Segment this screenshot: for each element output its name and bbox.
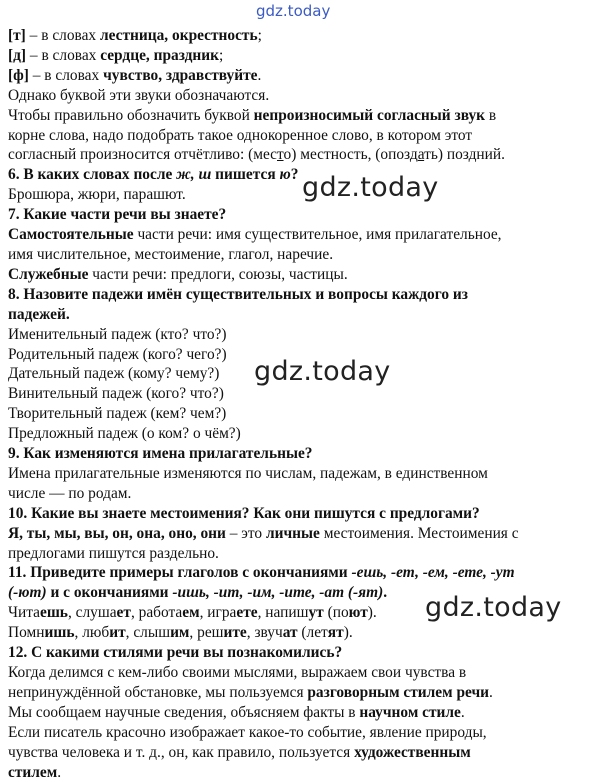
text-run: – в словах	[25, 27, 100, 44]
text-run: имя числительное, местоимение, глагол, наречие.	[8, 245, 334, 263]
text-run: , слуша	[67, 604, 117, 622]
text-run: Однако буквой эти звуки обозначаются.	[8, 86, 270, 104]
text-run: а	[417, 146, 425, 164]
text-run: ут	[308, 604, 324, 622]
text-run: и с окончаниями	[46, 584, 173, 602]
text-run: т	[277, 146, 284, 164]
text-run: ет	[116, 604, 131, 622]
text-run: ит	[109, 624, 126, 642]
text-line	[8, 484, 592, 504]
text-line	[8, 126, 592, 146]
text-run: .	[489, 683, 493, 701]
text-line	[8, 743, 592, 763]
text-line	[8, 305, 592, 325]
watermark: gdz.today	[302, 172, 439, 203]
text-line	[8, 165, 592, 185]
text-run: корне слова, надо подобрать такое однокоренное слово, в котором этот	[8, 126, 473, 144]
text-line	[8, 444, 592, 464]
text-run: чувство, здравствуйте	[103, 66, 258, 84]
watermark: gdz.today	[254, 356, 391, 387]
text-run: личные	[265, 524, 320, 542]
text-run: ют	[348, 604, 368, 622]
text-run: ем	[182, 604, 200, 622]
text-line	[8, 703, 592, 723]
text-run: Имена прилагательные изменяются по числам, падежам, в единственном	[8, 464, 488, 482]
watermark-top: gdz.today	[256, 2, 331, 20]
text-run: Дательный падеж (кому? чему?)	[8, 365, 220, 383]
text-run: Служебные	[8, 265, 89, 283]
text-run: Я, ты, мы, вы, он, она, оно, они	[8, 524, 226, 542]
text-run: , слыш	[125, 624, 171, 642]
text-line	[8, 524, 592, 544]
text-line	[8, 86, 592, 106]
text-run: ть) поздний.	[424, 146, 505, 164]
text-run: .	[257, 66, 262, 84]
text-run: , реш	[189, 624, 224, 642]
text-run: – в словах	[26, 46, 101, 64]
text-run: , игра	[199, 604, 237, 622]
text-run: [д]	[8, 46, 27, 64]
document-body	[8, 0, 592, 782]
text-run: 11. Приведите примеры глаголов с окончаниями	[8, 564, 352, 582]
text-run: , работа	[130, 604, 183, 622]
text-run: части речи: предлоги, союзы, частицы.	[88, 265, 348, 283]
text-run: сердце, праздник	[100, 46, 220, 64]
text-run: [ф]	[8, 66, 29, 84]
text-run: 10. Какие вы знаете местоимения? Как они пишутся с предлогами?	[8, 504, 480, 522]
text-run: ;	[257, 27, 262, 44]
text-run: местоимения. Местоимения с	[319, 524, 519, 542]
text-line	[8, 384, 592, 404]
text-line	[8, 265, 592, 285]
text-run: числе — по родам.	[8, 484, 132, 502]
text-line	[8, 106, 592, 126]
text-run: непринуждённой обстановке, мы пользуемся	[8, 683, 308, 701]
text-line	[8, 424, 592, 444]
text-run: согласный произносится отчётливо: (мес	[8, 146, 277, 164]
text-run: – в словах	[28, 66, 104, 84]
text-run: ;	[219, 46, 224, 64]
text-run: Винительный падеж (кого? что?)	[8, 385, 224, 403]
text-run: Именительный падеж (кто? что?)	[8, 325, 227, 343]
text-run: непроизносимый согласный звук	[253, 106, 486, 124]
text-run: 9. Как изменяются имена прилагательные?	[8, 445, 313, 463]
text-run: им	[170, 624, 190, 642]
text-run: разговорным стилем речи	[307, 683, 490, 701]
text-run: -ешь, -ет, -ем, -ете, -ут	[351, 564, 515, 582]
text-run: , напиш	[257, 604, 309, 622]
text-run: ете	[236, 604, 258, 622]
text-run: 8. Назовите падежи имён существительных и вопросы каждого из	[8, 285, 468, 303]
text-run: – это	[225, 524, 266, 542]
text-run: .	[460, 703, 465, 721]
text-run: о) местность, (опозд	[283, 146, 418, 164]
text-line	[8, 245, 592, 265]
text-line	[8, 623, 592, 643]
text-line	[8, 683, 592, 703]
text-run: (-ют)	[8, 584, 47, 602]
text-line	[8, 464, 592, 484]
text-run: -ишь, -ит, -им, -ите, -ат (-ят)	[172, 584, 384, 602]
text-line	[8, 544, 592, 564]
text-run: предлогами пишутся раздельно.	[8, 544, 219, 562]
text-line	[8, 325, 592, 345]
text-line	[8, 285, 592, 305]
text-run: в	[485, 106, 497, 124]
text-run: ишь	[44, 624, 75, 642]
text-run: пишется	[211, 166, 280, 184]
text-line	[8, 66, 592, 86]
text-run: чувства человека и т. д., он, как правило, пользуется	[8, 743, 355, 761]
text-run: Самостоятельные	[8, 226, 134, 244]
text-run: Если писатель красочно изображает какое-то событие, явление природы,	[8, 723, 487, 741]
text-run: ж, ш	[176, 166, 212, 184]
text-line	[8, 205, 592, 225]
text-run: научном стиле	[359, 703, 461, 721]
text-run: лестница, окрестность	[99, 27, 258, 44]
text-line	[8, 225, 592, 245]
text-run: [т]	[8, 27, 26, 44]
text-run: ят	[327, 624, 344, 642]
text-line	[8, 46, 592, 66]
text-run: стилем	[8, 763, 58, 781]
text-line	[8, 504, 592, 524]
text-line	[8, 663, 592, 683]
text-line	[8, 26, 592, 46]
text-run: Творительный падеж (кем? чем?)	[8, 405, 227, 423]
text-run: Брошюра, жюри, парашют.	[8, 186, 186, 204]
text-run: 6. В каких словах после	[8, 166, 177, 184]
text-line	[8, 723, 592, 743]
text-run: ат	[282, 624, 298, 642]
text-run: (по	[323, 604, 349, 622]
text-run: части речи: имя существительное, имя прилагательное,	[133, 226, 502, 244]
text-run: падежей.	[8, 305, 70, 323]
text-run: ?	[290, 166, 299, 184]
text-run: ите	[223, 624, 247, 642]
text-run: Родительный падеж (кого? чего?)	[8, 345, 227, 363]
text-line	[8, 643, 592, 663]
text-run: ешь	[39, 604, 68, 622]
text-run: Чтобы правильно обозначить буквой	[8, 106, 254, 124]
text-line	[8, 404, 592, 424]
text-line	[8, 763, 592, 782]
text-run: Чита	[8, 604, 40, 622]
text-run: ).	[367, 604, 377, 622]
text-run: .	[57, 763, 62, 781]
text-run: ю	[279, 166, 291, 184]
watermark: gdz.today	[425, 592, 562, 623]
text-run: 12. С какими стилями речи вы познакомились?	[8, 644, 343, 662]
text-run: художественным	[354, 743, 471, 761]
text-line	[8, 145, 592, 165]
text-run: ).	[343, 624, 353, 642]
text-run: (лет	[297, 624, 328, 642]
text-run: , люб	[74, 624, 110, 642]
text-run: Мы сообщаем научные сведения, объясняем факты в	[8, 703, 360, 721]
text-line	[8, 563, 592, 583]
text-run: Помн	[8, 624, 45, 642]
text-run: Предложный падеж (о ком? о чём?)	[8, 425, 241, 443]
text-run: Когда делимся с кем-либо своими мыслями, выражаем свои чувства в	[8, 664, 467, 681]
text-run: 7. Какие части речи вы знаете?	[8, 206, 227, 224]
text-run: , звуч	[246, 624, 283, 642]
text-run: .	[383, 584, 388, 602]
text-line	[8, 185, 592, 205]
